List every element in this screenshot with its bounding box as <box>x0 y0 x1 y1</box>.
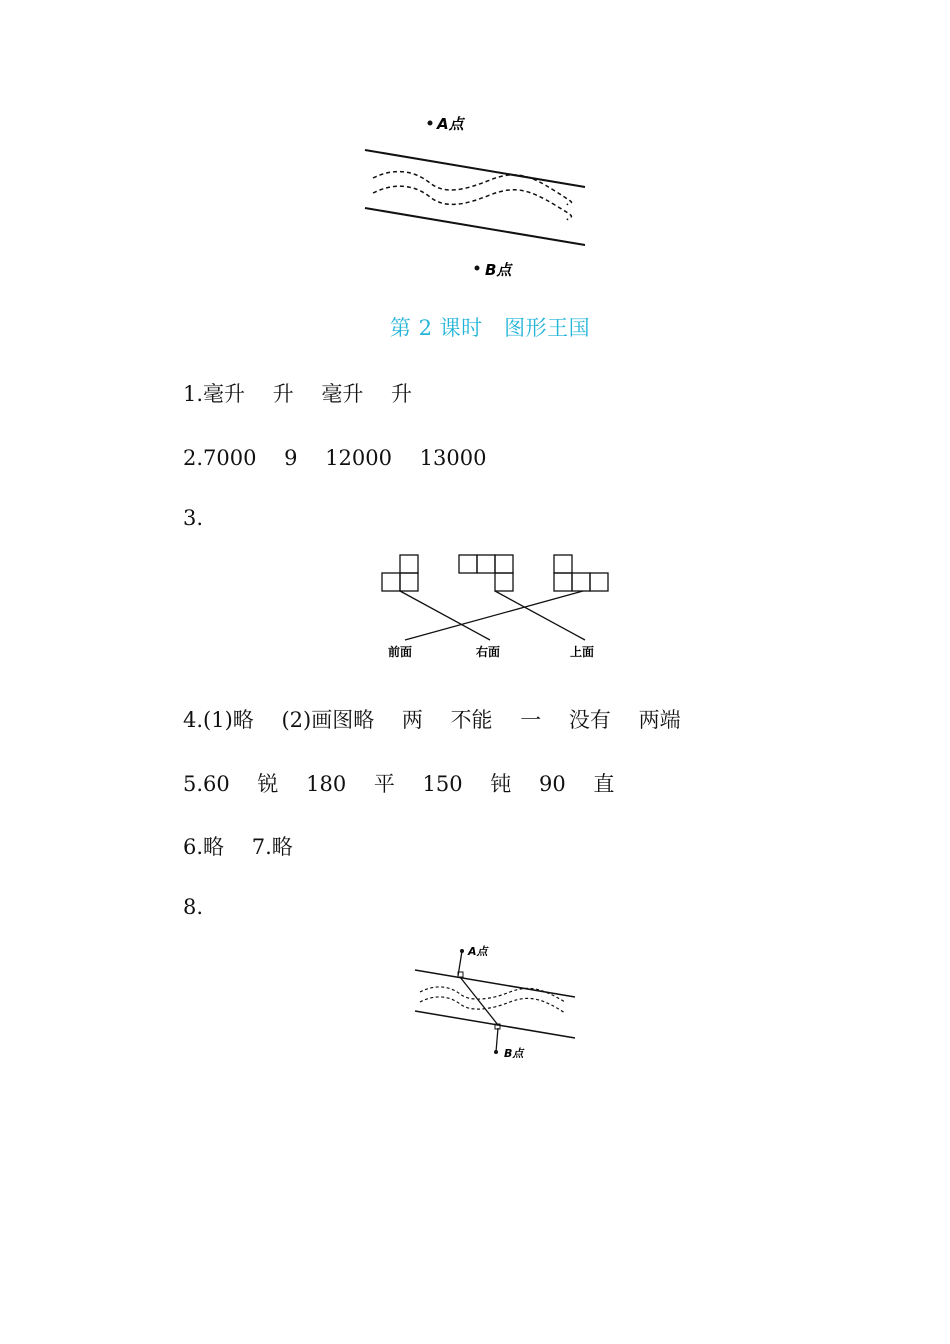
label-front: 前面 <box>388 645 413 659</box>
river-figure-bottom <box>405 940 585 1070</box>
river-bank-upper <box>365 150 585 187</box>
label-top: 上面 <box>570 645 595 659</box>
point-a-label: A点 <box>437 115 464 133</box>
crossing-path <box>460 977 498 1025</box>
view-shape-3 <box>554 555 608 591</box>
connector-1 <box>400 591 490 640</box>
three-views-figure <box>370 545 630 670</box>
label-right: 右面 <box>476 645 501 659</box>
point-b-label: B点 <box>504 1047 524 1060</box>
view-shape-2 <box>459 555 513 591</box>
point-b-dot <box>494 1050 498 1054</box>
water-wave-1 <box>373 172 572 205</box>
answer-1: 1.毫升 升 毫升 升 <box>183 382 413 406</box>
section-title: 第 2 课时 图形王国 <box>389 316 591 340</box>
connector-2 <box>495 591 585 640</box>
point-a-label: A点 <box>468 945 488 958</box>
perpendicular-b <box>496 1028 498 1052</box>
point-b-label: B点 <box>485 261 512 279</box>
point-a-dot <box>460 949 464 953</box>
answer-2: 2.7000 9 12000 13000 <box>183 446 487 470</box>
river-bank-upper <box>415 970 575 997</box>
water-wave-1 <box>420 987 565 1002</box>
point-a-dot <box>428 121 433 126</box>
view-shape-1 <box>382 555 418 591</box>
answer-6-7: 6.略 7.略 <box>183 835 293 859</box>
water-wave-2 <box>420 997 565 1013</box>
answer-8: 8. <box>183 895 204 919</box>
answer-4: 4.(1)略 (2)画图略 两 不能 一 没有 两端 <box>183 708 681 732</box>
river-figure-top <box>355 105 605 285</box>
answer-5: 5.60 锐 180 平 150 钝 90 直 <box>183 772 615 796</box>
point-b-dot <box>475 266 480 271</box>
answer-3: 3. <box>183 506 204 530</box>
river-bank-lower <box>365 208 585 245</box>
connector-3 <box>405 591 583 640</box>
